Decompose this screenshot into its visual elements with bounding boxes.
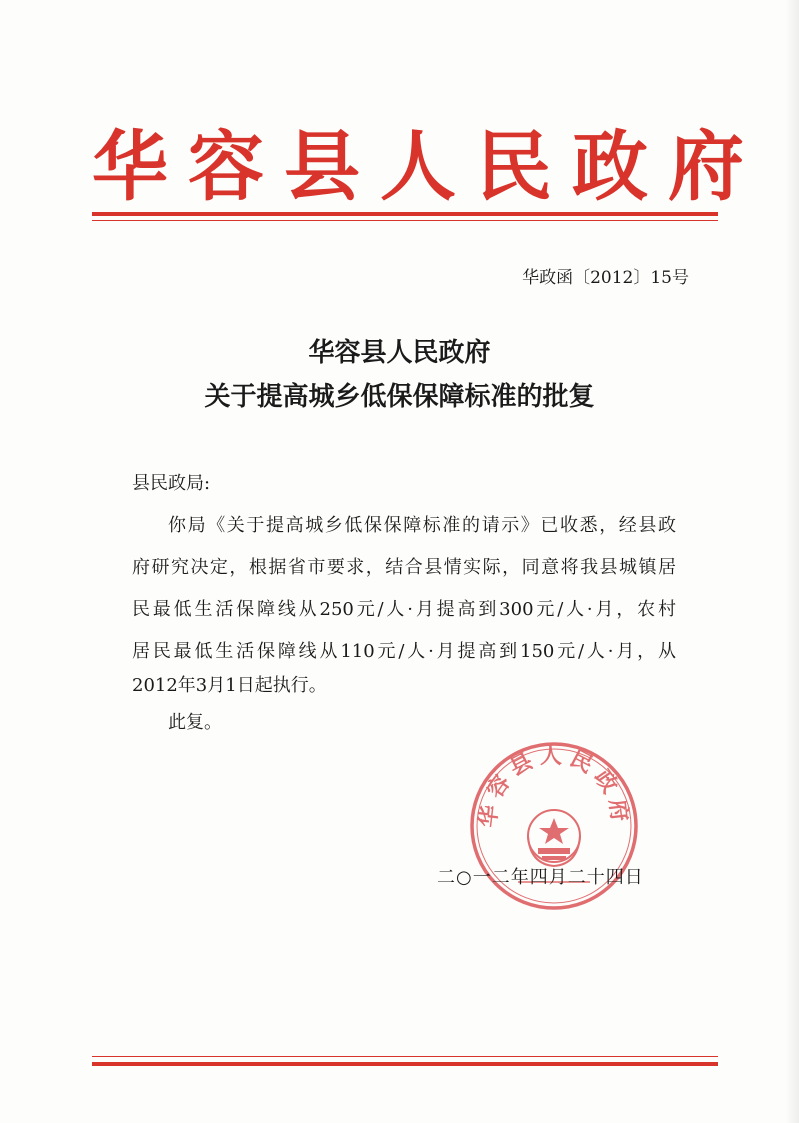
body-line-2: 府研究决定，根据省市要求，结合县情实际，同意将我县城镇居: [132, 557, 676, 578]
body-line-1: 你局《关于提高城乡低保保障标准的请示》已收悉，经县政: [168, 515, 676, 536]
scan-edge-shadow: [785, 0, 799, 1123]
title-line-1: 华容县人民政府: [308, 338, 491, 368]
national-emblem-icon: [528, 810, 580, 866]
header-rule-top: [92, 212, 718, 216]
title-line-2: 关于提高城乡低保保障标准的批复: [204, 382, 595, 412]
body-line-3: 民最低生活保障线从250元/人·月提高到300元/人·月，农村: [132, 599, 676, 620]
document-number: 华政函〔2012〕15号: [522, 268, 689, 288]
closing-remark: 此复。: [168, 712, 222, 733]
salutation: 县民政局:: [132, 473, 211, 494]
body-line-4: 居民最低生活保障线从110元/人·月提高到150元/人·月，从: [132, 641, 676, 662]
header-rule-top-thin: [92, 220, 718, 221]
footer-rule-thick: [92, 1062, 718, 1066]
body-line-5: 2012年3月1日起执行。: [132, 675, 327, 696]
footer-rule-thin: [92, 1056, 718, 1057]
svg-text:华容县人民政府: 华容县人民政府: [474, 742, 634, 829]
issuer-header: 华容县人民政府: [92, 122, 764, 211]
issue-date: 二○一二年四月二十四日: [437, 867, 644, 888]
